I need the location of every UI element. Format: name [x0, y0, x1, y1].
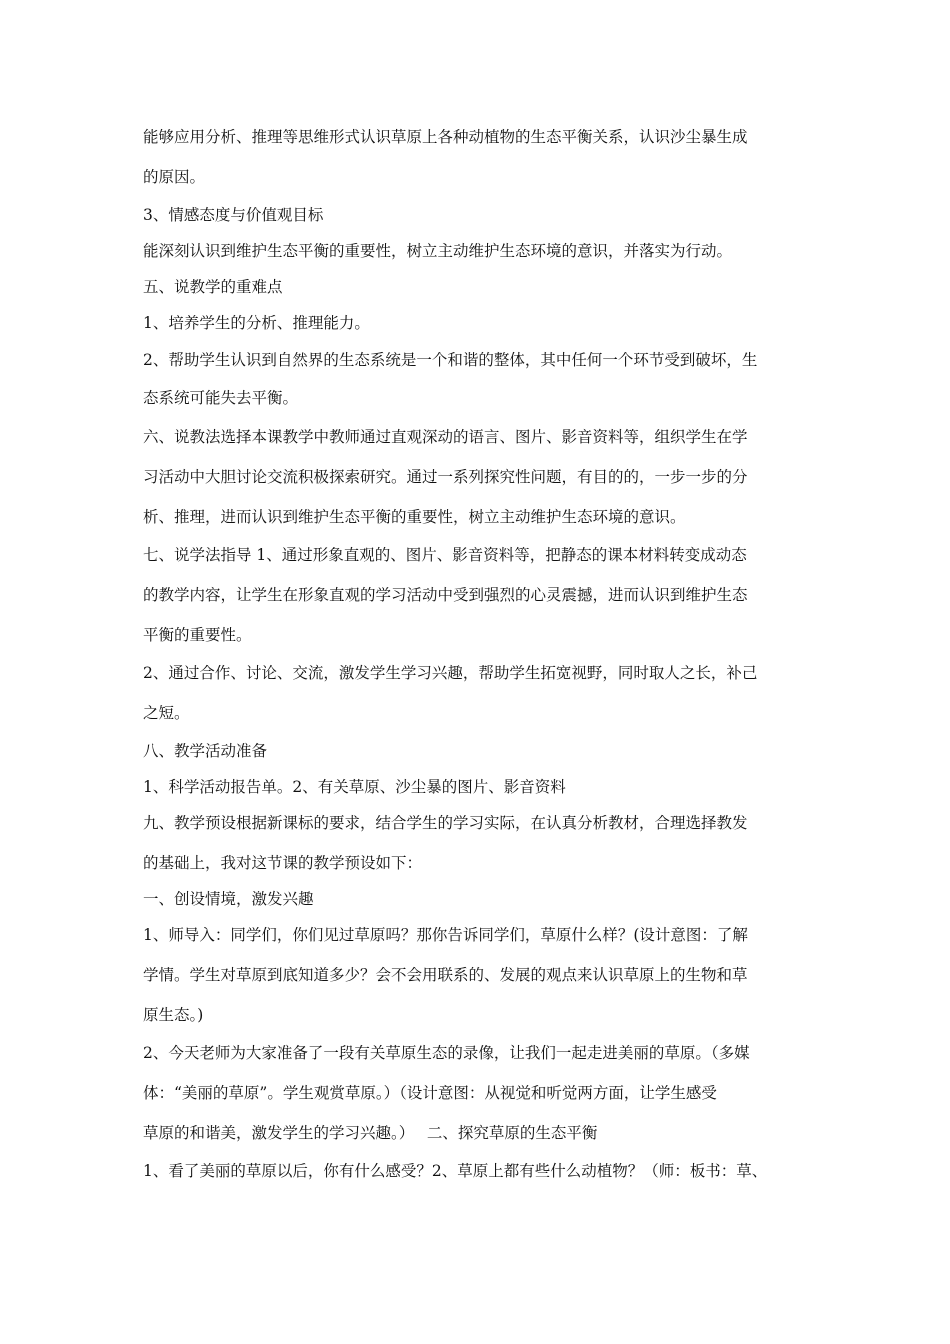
text-line: 1、师导入：同学们，你们见过草原吗？那你告诉同学们，草原什么样？(设计意图：了解 — [143, 926, 748, 944]
text-line: 1、看了美丽的草原以后，你有什么感受？2、草原上都有些什么动植物？（师：板书：草、 — [143, 1162, 768, 1180]
text-line: 学情。学生对草原到底知道多少？会不会用联系的、发展的观点来认识草原上的生物和草 — [143, 966, 748, 984]
text-line: 能够应用分析、推理等思维形式认识草原上各种动植物的生态平衡关系，认识沙尘暴生成 — [143, 128, 748, 146]
text-line: 平衡的重要性。 — [143, 626, 252, 644]
text-line: 能深刻认识到维护生态平衡的重要性，树立主动维护生态环境的意识，并落实为行动。 — [143, 242, 733, 260]
section-heading: 3、情感态度与价值观目标 — [143, 206, 324, 224]
text-line: 七、说学法指导 1、通过形象直观的、图片、影音资料等，把静态的课本材料转变成动态 — [143, 546, 747, 564]
text-line: 体：“美丽的草原”。学生观赏草原。）（设计意图：从视觉和听觉两方面，让学生感受 — [143, 1084, 717, 1102]
text-line: 的基础上，我对这节课的教学预设如下： — [143, 854, 423, 872]
section-heading: 一、创设情境，激发兴趣 — [143, 890, 314, 908]
text-line: 六、说教法选择本课教学中教师通过直观深动的语言、图片、影音资料等，组织学生在学 — [143, 428, 748, 446]
text-line: 2、帮助学生认识到自然界的生态系统是一个和谐的整体，其中任何一个环节受到破坏，生 — [143, 351, 758, 369]
text-line: 2、通过合作、讨论、交流，激发学生学习兴趣，帮助学生拓宽视野，同时取人之长，补己 — [143, 664, 758, 682]
text-line: 的教学内容，让学生在形象直观的学习活动中受到强烈的心灵震撼，进而认识到维护生态 — [143, 586, 748, 604]
text-line: 的原因。 — [143, 168, 206, 186]
text-line: 之短。 — [143, 704, 190, 722]
text-line: 态系统可能失去平衡。 — [143, 389, 299, 407]
text-line: 原生态。) — [143, 1006, 204, 1024]
text-line: 1、培养学生的分析、推理能力。 — [143, 314, 370, 332]
section-heading: 五、说教学的重难点 — [143, 278, 283, 296]
text-line: 习活动中大胆讨论交流积极探索研究。通过一系列探究性问题，有目的的，一步一步的分 — [143, 468, 748, 486]
text-line: 草原的和谐美，激发学生的学习兴趣。） 二、探究草原的生态平衡 — [143, 1124, 598, 1142]
text-line: 析、推理，进而认识到维护生态平衡的重要性，树立主动维护生态环境的意识。 — [143, 508, 686, 526]
section-heading: 八、教学活动准备 — [143, 742, 268, 760]
text-line: 九、教学预设根据新课标的要求，结合学生的学习实际，在认真分析教材，合理选择教发 — [143, 814, 748, 832]
text-line: 2、今天老师为大家准备了一段有关草原生态的录像，让我们一起走进美丽的草原。（多媒 — [143, 1044, 750, 1062]
text-line: 1、科学活动报告单。2、有关草原、沙尘暴的图片、影音资料 — [143, 778, 566, 796]
